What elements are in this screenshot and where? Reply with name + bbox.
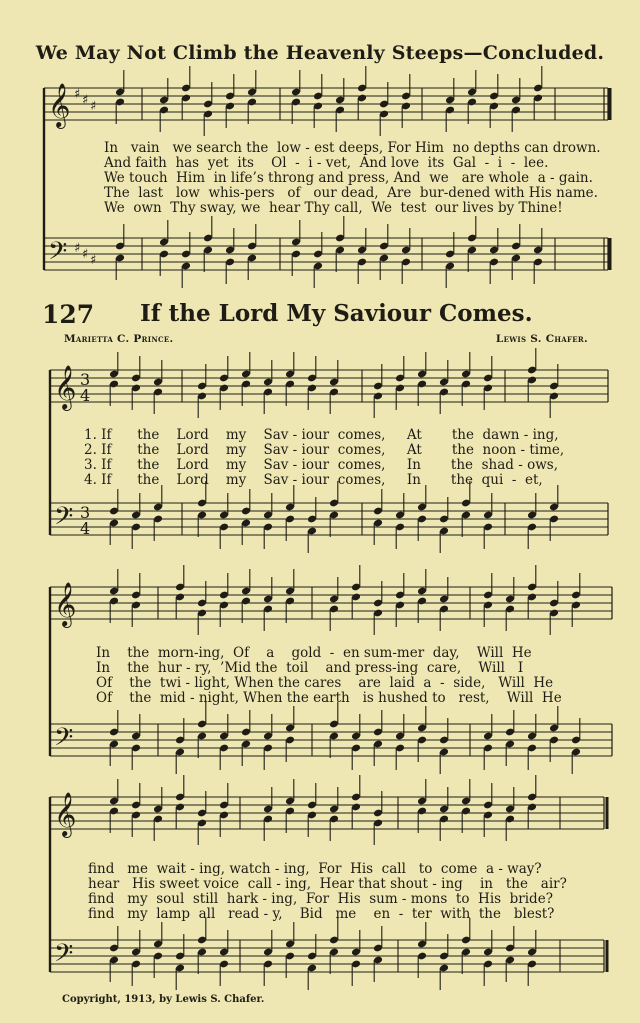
time-signature: 3 [80, 503, 91, 522]
time-signature: 4 [80, 519, 91, 538]
prev-verse-5: We own Thy sway, we hear Thy call, We test our lives by Thine! [104, 200, 563, 216]
treble-clef-icon: 𝄞 [54, 582, 77, 626]
line3-verse-1: find me wait - ing, watch - ing, For His call to come a - way? [88, 861, 542, 877]
time-signature: 4 [80, 386, 91, 405]
prev-verse-4: The last low whis-pers of our dead, Are bur-dened with His name. [104, 185, 598, 201]
sharp-icon: ♯ [74, 241, 81, 256]
line2-verse-1: In the morn-ing, Of a gold - en sum-mer day, Will He [96, 645, 532, 661]
copyright-notice: Copyright, 1913, by Lewis S. Chafer. [62, 994, 265, 1005]
line3-verse-2: hear His sweet voice call - ing, Hear that shout - ing in the air? [88, 876, 567, 892]
line3-verse-3: find my soul still hark - ing, For His sum - mons to His bride? [88, 891, 553, 907]
line1-verse-2: 2. If the Lord my Sav - iour comes, At the noon - time, [84, 442, 565, 458]
line2-verse-3: Of the twi - light, When the cares are laid a - side, Will He [96, 675, 554, 691]
bass-clef-icon: 𝄢 [48, 237, 68, 272]
prev-verse-3: We touch Him in life’s throng and press, And we are whole a - gain. [104, 170, 593, 186]
hymn-number: 127 [42, 300, 95, 329]
sharp-icon: ♯ [82, 93, 89, 108]
line1-verse-1: 1. If the Lord my Sav - iour comes, At the dawn - ing, [84, 427, 559, 443]
sharp-icon: ♯ [90, 99, 97, 114]
treble-clef-icon: 𝄞 [48, 83, 71, 127]
prev-verse-2: And faith has yet its Ol - i - vet, And love its Gal - i - lee. [104, 155, 549, 171]
bass-clef-icon: 𝄢 [54, 939, 74, 974]
sharp-icon: ♯ [74, 87, 81, 102]
bass-clef-icon: 𝄢 [54, 723, 74, 758]
treble-clef-icon: 𝄞 [54, 365, 77, 409]
line2-verse-4: Of the mid - night, When the earth is hushed to rest, Will He [96, 690, 562, 706]
previous-hymn-title: We May Not Climb the Heavenly Steeps—Concluded. [35, 42, 605, 64]
bass-clef-icon: 𝄢 [54, 502, 74, 537]
author-credit: Marietta C. Prince. [64, 333, 174, 345]
hymn-title: If the Lord My Saviour Comes. [140, 300, 533, 327]
line2-verse-2: In the hur - ry, ’Mid the toil and press-ing care, Will I [96, 660, 524, 676]
prev-verse-1: In vain we search the low - est deeps, For Him no depths can drown. [104, 140, 601, 156]
line1-verse-4: 4. If the Lord my Sav - iour comes, In the qui - et, [84, 472, 543, 488]
composer-credit: Lewis S. Chafer. [495, 333, 588, 345]
sharp-icon: ♯ [82, 247, 89, 262]
line3-verse-4: find my lamp all read - y, Bid me en - ter with the blest? [88, 906, 555, 922]
treble-clef-icon: 𝄞 [54, 792, 77, 836]
line1-verse-3: 3. If the Lord my Sav - iour comes, In the shad - ows, [84, 457, 558, 473]
sharp-icon: ♯ [90, 253, 97, 268]
time-signature: 3 [80, 370, 91, 389]
